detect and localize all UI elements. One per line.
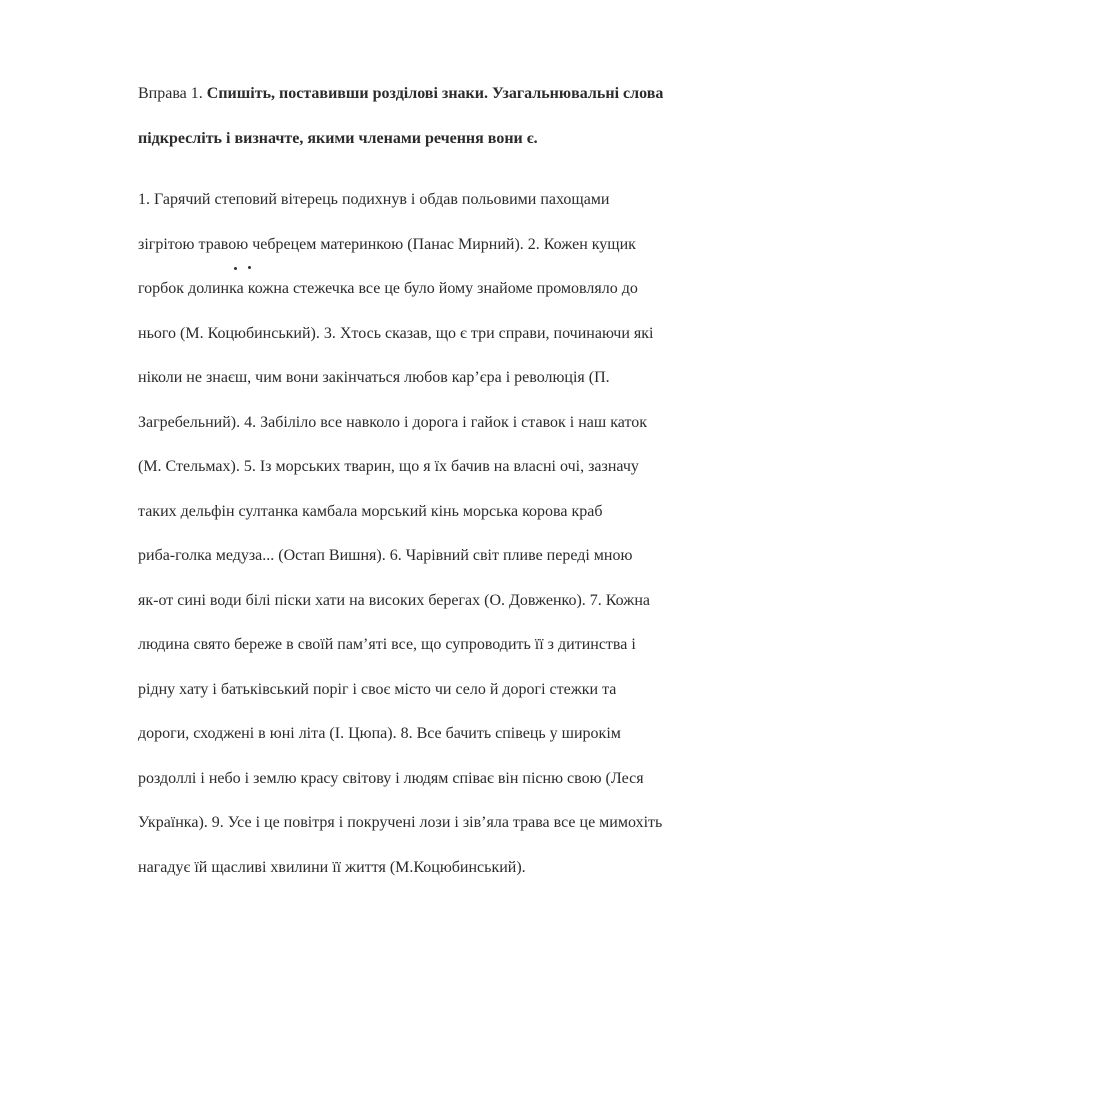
heading-line xyxy=(138,72,1038,117)
stray-mark xyxy=(248,266,251,269)
exercise-instruction: Спишіть, поставивши розділові знаки. Узагальнювальні слова xyxy=(206,85,664,102)
text-line: зігрітою травою чебрецем материнкою (Панас Мирний). 2. Кожен кущик xyxy=(138,235,636,253)
heading-line: підкресліть і визначте, якими членами речення вони є. xyxy=(138,129,538,147)
text-line: ніколи не знаєш, чим вони закінчаться любов кар’єра і революція (П. xyxy=(138,369,610,386)
text-line: горбок долинка кожна стежечка все це було йому знайоме промовляло до xyxy=(138,280,638,297)
text-line: риба-голка медуза... (Остап Вишня). 6. Чарівний світ пливе переді мною xyxy=(138,547,633,564)
text-line: нього (М. Коцюбинський). 3. Хтось сказав, що є три справи, починаючи які xyxy=(138,324,654,342)
text-line: дороги, сходжені в юні літа (І. Цюпа). 8. Все бачить співець у широкім xyxy=(138,725,621,742)
document-page xyxy=(138,72,1038,890)
exercise-heading xyxy=(138,72,1038,161)
text-line: як-от сині води білі піски хати на високих берегах (О. Довженко). 7. Кожна xyxy=(138,591,650,609)
text-line: нагадує їй щасливі хвилини її життя (М.Коцюбинський). xyxy=(138,858,526,876)
text-line: 1. Гарячий степовий вітерець подихнув і обдав польовими пахощами xyxy=(138,191,610,208)
text-line: рідну хату і батьківський поріг і своє місто чи село й дорогі стежки та xyxy=(138,680,617,698)
text-line: роздоллі і небо і землю красу світову і людям співає він пісню свою (Леся xyxy=(138,769,644,787)
text-line: Загребельний). 4. Забіліло все навколо і дорога і гайок і ставок і наш каток xyxy=(138,413,647,431)
exercise-label: Вправа 1. xyxy=(138,85,203,102)
text-line: (М. Стельмах). 5. Із морських тварин, що я їх бачив на власні очі, зазначу xyxy=(138,458,639,475)
text-line: таких дельфін султанка камбала морський кінь морська корова краб xyxy=(138,502,603,520)
text-line: Українка). 9. Усе і це повітря і покручені лози і зів’яла трава все це мимохіть xyxy=(138,814,663,831)
text-line: людина свято береже в своїй пам’яті все, що супроводить її з дитинства і xyxy=(138,636,636,653)
stray-mark xyxy=(234,267,237,270)
exercise-text xyxy=(138,178,1038,890)
